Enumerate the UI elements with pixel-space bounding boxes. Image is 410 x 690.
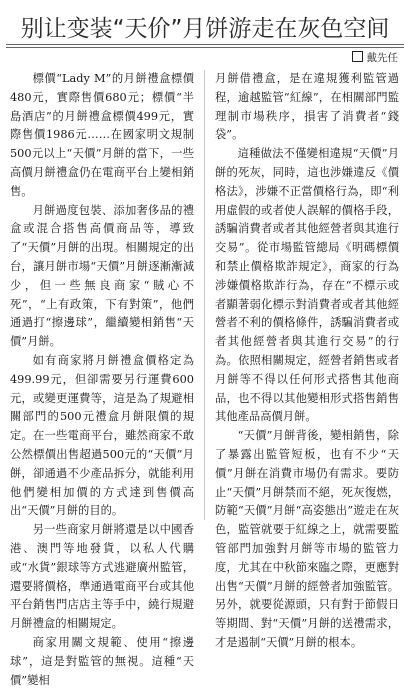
byline xyxy=(352,51,399,64)
column-divider xyxy=(204,70,205,520)
byline-box-icon xyxy=(352,51,363,62)
paragraph: 這種做法不僅變相違規“天價”月餅的死灰，同時，這也涉嫌違反《價格法》，涉嫌不正當價格行為，即“利用虛假的或者使人誤解的價格手段，誘騙消費者或者其他經營者與其進行交易”。從市場監管總局《明碼標價和禁止價格欺詐規定》，商家的行為涉嫌價格欺詐行為，存在“不標示或者顯著弱化標示對消費者或者其他經營者不利的價格條件，誘騙消費者或者其他經營者與其進行交易”的行為。依照相關規定，經營者銷售或者月餅等不得以任何形式搭售其他商品，也不得以其他變相形式搭售銷售其他產品高價月餅。 xyxy=(215,147,399,424)
article-column-left xyxy=(10,70,194,687)
headline-rule-top xyxy=(6,44,404,45)
paragraph: 如有商家將月餅禮盒價格定為499.99元，但卻需要另行運費600元，或變更運費等，這是為了規避相關部門的500元禮盒月餅限價的規定。在一些電商平台，雖然商家不敢公然標價出售超過500元的“天價”月餅，卻通過不少產品拆分，就能利用他們變相加價的方式達到售價高出“天價”月餅的目的。 xyxy=(10,353,194,518)
article-column-right xyxy=(215,70,399,649)
paragraph-continued: 月餅借禮盒，是在違規獲利監管過程，逾越監管“紅線”，在相關部門監理制市場秩序，損害了消費者“錢袋”。 xyxy=(215,72,399,142)
paragraph: 月餅過度包裝、添加奢侈品的禮盒或混合搭售高價商品等，導致了“天價”月餅的出現。相關規定的出台，讓月餅市場“天價”月餅逐漸漸減少，但一些無良商家“賊心不死”，“上有政策，下有對策”，他們通過打“擦邊球”，繼續變相銷售“天價”月餅。 xyxy=(10,203,194,349)
article-headline: 别让变装“天价”月饼游走在灰色空间 xyxy=(20,16,390,42)
paragraph: 另一些商家月餅將還是以中國香港、澳門等地發貨，以私人代購或“水貨”銀球等方式逃避廣州監管，還要將價格，準通過電商平台或其他平台銷售門店店主等手中，繞行規避月餅禮盒的相關規定。 xyxy=(10,523,194,631)
paragraph: 商家用關文規範、使用“擦邊球”，這是對監管的無視。這種“天價”變相 xyxy=(10,635,194,687)
byline-author: 戴先任 xyxy=(366,52,398,64)
headline-rule-bottom xyxy=(6,47,404,48)
paragraph: “天價”月餅背後，變相銷售，除了暴露出監管短板，也有不少“天價”月餅在消費市場仍有需求。要防止“天價”月餅禁而不絕，死灰復燃，防範“天價”月餅“高姿態出”遊走在灰色，監管就要于紅線之上，就需要監管部門加強對月餅等市場的監管力度，尤其在中秋節來臨之際，更應對出售“天價”月餅的經營者加強監管。另外，就要從源頭，只有對于節假日等期間、對“天價”月餅的送禮需求，才是遏制“天價”月餅的根本。 xyxy=(215,429,399,649)
paragraph: 標價“Lady M”的月餅禮盒標價480元，實際售價680元；標價“半島酒店”的月餅禮盒標價499元，實際售價1986元……在國家明文規制500元以上“天價”月餅的當下，一些高價月餅禮盒仍在電商平台上變相銷售。 xyxy=(10,72,194,198)
